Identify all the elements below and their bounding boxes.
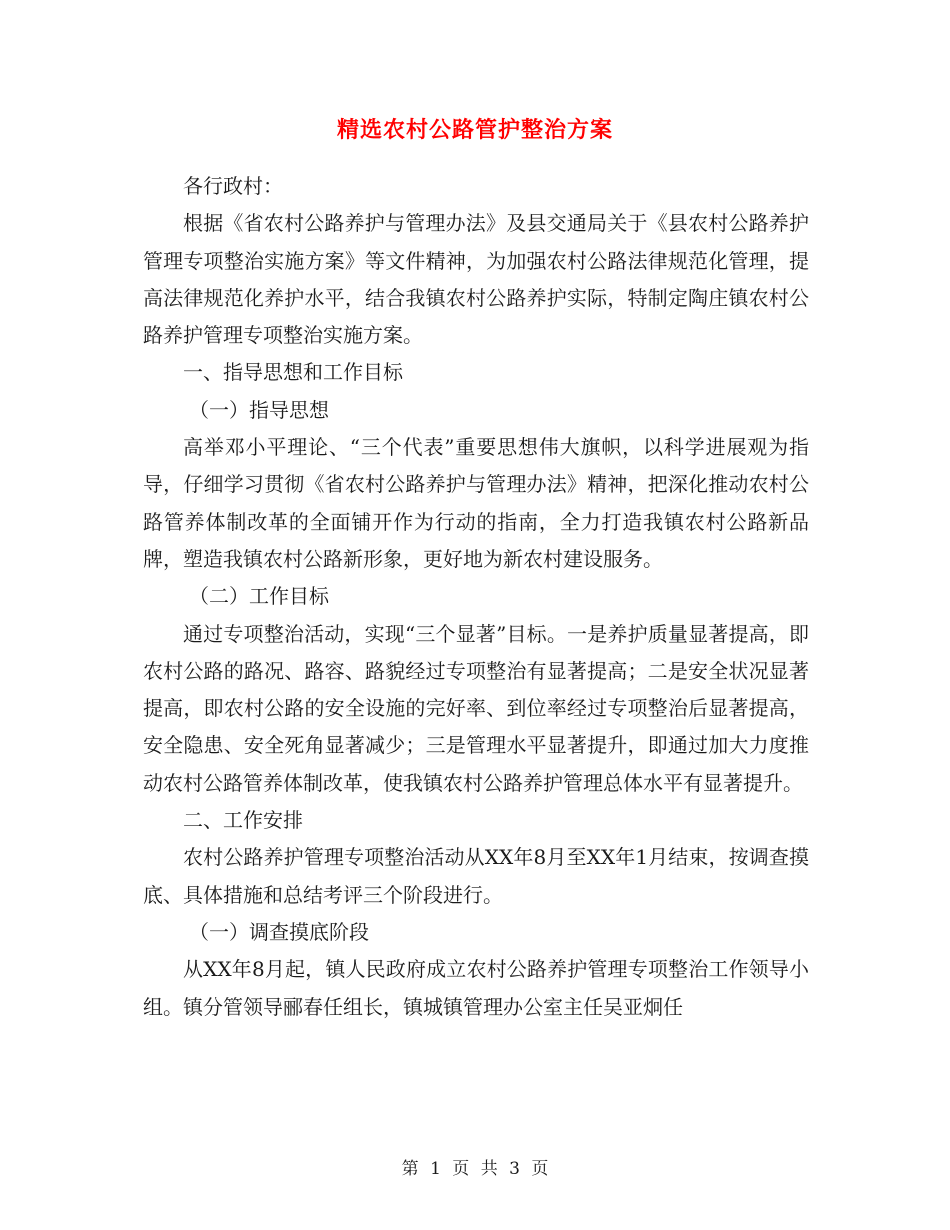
paragraph: 通过专项整治活动，实现“三个显著”目标。一是养护质量显著提高，即农村公路的路况、路容、路貌经过专项整治有显著提高；二是安全状况显著提高，即农村公路的安全设施的完好率、到位率经过专项整治后显著提高，安全隐患、安全死角显著减少；三是管理水平显著提升，即通过加大力度推动农村公路管养体制改革，使我镇农村公路养护管理总体水平有显著提升。 <box>143 621 809 795</box>
subsection-heading: （一）调查摸底阶段 <box>189 919 369 944</box>
subsection-heading: （二）工作目标 <box>189 584 329 609</box>
subsection-heading: （一）指导思想 <box>189 397 329 422</box>
section-heading: 二、工作安排 <box>183 808 303 833</box>
document-body <box>143 168 809 1026</box>
page-footer: 第 1 页 共 3 页 <box>401 1159 549 1179</box>
paragraph: 从XX年8月起，镇人民政府成立农村公路养护管理专项整治工作领导小组。镇分管领导郦春任组长，镇城镇管理办公室主任吴亚炯任 <box>143 957 809 1019</box>
paragraph: 根据《省农村公路养护与管理办法》及县交通局关于《县农村公路养护管理专项整治实施方案》等文件精神，为加强农村公路法律规范化管理，提高法律规范化养护水平，结合我镇农村公路养护实际，特制定陶庄镇农村公路养护管理专项整治实施方案。 <box>143 211 809 348</box>
section-heading: 一、指导思想和工作目标 <box>183 360 403 385</box>
paragraph: 高举邓小平理论、“三个代表”重要思想伟大旗帜，以科学进展观为指导，仔细学习贯彻《省农村公路养护与管理办法》精神，把深化推动农村公路管养体制改革的全面铺开作为行动的指南，全力打造我镇农村公路新品牌，塑造我镇农村公路新形象，更好地为新农村建设服务。 <box>143 435 809 571</box>
paragraph: 农村公路养护管理专项整治活动从XX年8月至XX年1月结束，按调查摸底、具体措施和总结考评三个阶段进行。 <box>143 845 809 907</box>
document-title: 精选农村公路管护整治方案 <box>336 118 613 143</box>
paragraph: 各行政村： <box>183 174 283 198</box>
